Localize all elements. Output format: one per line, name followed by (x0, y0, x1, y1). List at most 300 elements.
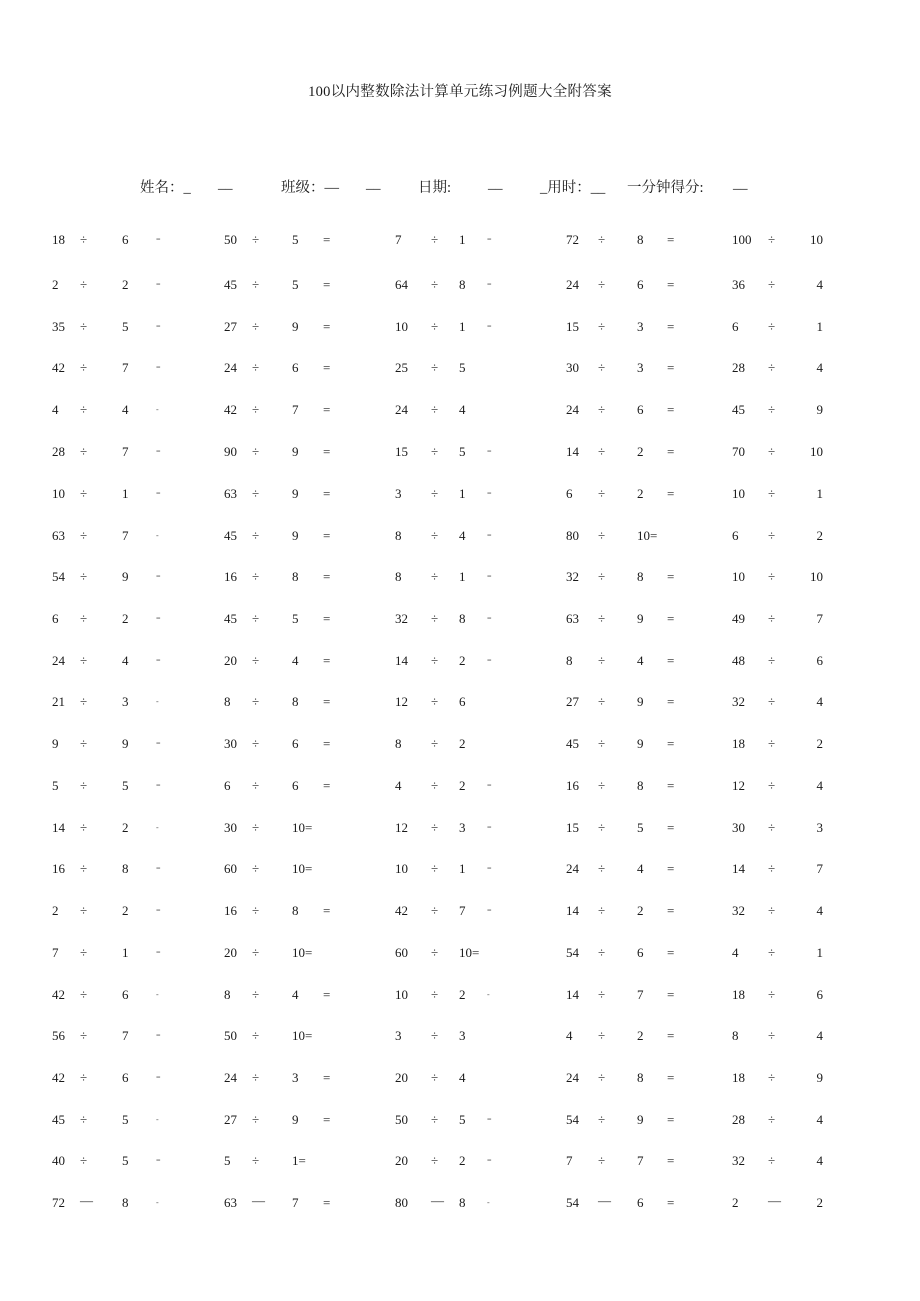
problem-equals-sign: = (323, 1070, 331, 1085)
problem-divisor: 2 (459, 736, 466, 751)
class-label: 班级：— (281, 180, 339, 196)
problem-row (0, 774, 920, 798)
problem-equals-sign: = (323, 1195, 331, 1210)
problem-equals-sign: = (156, 906, 161, 915)
problem-equals-sign: = (323, 569, 331, 584)
problem-dividend: 6 (732, 528, 739, 543)
problem-row (0, 1108, 920, 1132)
problem-dividend: 2 (52, 903, 59, 918)
problem-dividend: 36 (732, 277, 745, 292)
problem-equals-sign: = (667, 611, 675, 626)
problem-division-sign: ÷ (768, 444, 776, 459)
problem-divisor: 8 (637, 778, 644, 793)
problem-divisor: 1 (459, 861, 466, 876)
problem-dividend: 50 (395, 1112, 408, 1127)
problem-dividend: 16 (566, 778, 579, 793)
problem-row (0, 228, 920, 252)
problem-equals-sign: - (156, 531, 159, 540)
problem-equals-sign: = (323, 360, 331, 375)
problem-division-sign: ÷ (252, 1070, 260, 1085)
problem-divisor: 10 (810, 232, 823, 247)
problem-dividend: 54 (566, 1195, 579, 1210)
problem-division-sign: ÷ (80, 736, 88, 751)
problem-dividend: 20 (224, 945, 237, 960)
problem-division-sign: ÷ (768, 1153, 776, 1168)
problem-dividend: 28 (732, 360, 745, 375)
problem-divisor: 5 (459, 444, 466, 459)
problem-division-sign: ÷ (598, 232, 606, 247)
problem-dividend: 25 (395, 360, 408, 375)
problem-dividend: 32 (395, 611, 408, 626)
problem-dividend: 30 (224, 820, 237, 835)
problem-division-sign: ÷ (598, 611, 606, 626)
problem-divisor: 8 (459, 277, 466, 292)
score-blank: __ (733, 176, 748, 192)
problem-equals-sign: = (487, 906, 492, 915)
problem-dividend: 8 (395, 528, 402, 543)
problem-division-sign: ÷ (431, 569, 439, 584)
problem-division-sign: ÷ (598, 1028, 606, 1043)
problem-divisor: 1 (459, 486, 466, 501)
problem-divisor: 1= (292, 1153, 306, 1168)
problem-row (0, 482, 920, 506)
problem-dividend: 6 (732, 319, 739, 334)
problem-divisor: 5 (637, 820, 644, 835)
problem-divisor: 7 (637, 1153, 644, 1168)
problem-division-sign: ÷ (80, 444, 88, 459)
problem-divisor: 2 (122, 820, 129, 835)
problem-divisor: 7 (637, 987, 644, 1002)
problem-division-sign: ÷ (598, 528, 606, 543)
problem-division-sign: ÷ (598, 486, 606, 501)
problem-equals-sign: = (667, 1028, 675, 1043)
problem-equals-sign: - (156, 823, 159, 832)
problem-row (0, 440, 920, 464)
problem-equals-sign: = (667, 402, 675, 417)
problem-divisor: 4 (292, 653, 299, 668)
problem-equals-sign: = (667, 486, 675, 501)
problem-divisor: 4 (816, 1028, 823, 1043)
problem-division-sign: ÷ (252, 444, 260, 459)
problem-division-sign: — (431, 1193, 444, 1208)
problem-dividend: 63 (566, 611, 579, 626)
problem-equals-sign: = (667, 820, 675, 835)
problem-equals-sign: = (323, 528, 331, 543)
problem-division-sign: ÷ (598, 903, 606, 918)
problem-division-sign: ÷ (252, 569, 260, 584)
problem-divisor: 5 (122, 1153, 129, 1168)
student-info-line (0, 176, 920, 200)
problem-divisor: 4 (122, 653, 129, 668)
problem-dividend: 60 (224, 861, 237, 876)
problem-dividend: 20 (395, 1153, 408, 1168)
problem-division-sign: ÷ (80, 569, 88, 584)
problem-division-sign: ÷ (598, 319, 606, 334)
score-label: 一分钟得分: (627, 180, 704, 196)
problem-divisor: 6 (637, 402, 644, 417)
problem-dividend: 40 (52, 1153, 65, 1168)
problem-division-sign: ÷ (431, 903, 439, 918)
problem-row (0, 273, 920, 297)
problem-division-sign: ÷ (768, 820, 776, 835)
problem-division-sign: ÷ (80, 778, 88, 793)
problem-division-sign: ÷ (252, 861, 260, 876)
problem-division-sign: ÷ (431, 402, 439, 417)
problem-division-sign: ÷ (431, 277, 439, 292)
problem-dividend: 24 (224, 1070, 237, 1085)
date-label: 日期: (418, 180, 452, 196)
problem-division-sign: ÷ (80, 1028, 88, 1043)
problem-division-sign: ÷ (598, 402, 606, 417)
problem-divisor: 4 (637, 653, 644, 668)
problem-dividend: 27 (224, 1112, 237, 1127)
problem-dividend: 10 (52, 486, 65, 501)
problem-division-sign: ÷ (431, 486, 439, 501)
problem-division-sign: ÷ (598, 1112, 606, 1127)
problem-equals-sign: - (156, 697, 159, 706)
class-blank: __ (366, 176, 381, 192)
problem-divisor: 8 (292, 569, 299, 584)
problem-dividend: 9 (52, 736, 59, 751)
problem-row (0, 315, 920, 339)
problem-dividend: 32 (732, 694, 745, 709)
problem-divisor: 2 (637, 1028, 644, 1043)
problem-divisor: 4 (816, 360, 823, 375)
problem-division-sign: ÷ (431, 1112, 439, 1127)
problem-equals-sign: = (323, 903, 331, 918)
problem-divisor: 9 (816, 1070, 823, 1085)
problem-equals-sign: = (156, 739, 161, 748)
problem-division-sign: ÷ (768, 232, 776, 247)
problem-divisor: 6 (122, 987, 129, 1002)
problem-dividend: 8 (566, 653, 573, 668)
problem-dividend: 15 (566, 820, 579, 835)
problem-division-sign: ÷ (598, 1153, 606, 1168)
problem-division-sign: ÷ (768, 778, 776, 793)
problem-dividend: 54 (566, 945, 579, 960)
problem-equals-sign: - (156, 405, 159, 414)
problem-division-sign: ÷ (768, 611, 776, 626)
problem-dividend: 14 (566, 444, 579, 459)
problem-divisor: 6 (122, 232, 129, 247)
problem-row (0, 1191, 920, 1215)
problem-divisor: 6 (637, 277, 644, 292)
problem-divisor: 4 (459, 1070, 466, 1085)
problem-equals-sign: = (667, 736, 675, 751)
problem-equals-sign: = (323, 402, 331, 417)
problem-division-sign: ÷ (598, 820, 606, 835)
problem-dividend: 12 (732, 778, 745, 793)
problem-divisor: 8 (459, 611, 466, 626)
problem-divisor: 9 (816, 402, 823, 417)
problem-equals-sign: = (667, 945, 675, 960)
problem-equals-sign: = (487, 235, 492, 244)
time-label: _用时：__ (540, 180, 606, 196)
problem-equals-sign: = (487, 823, 492, 832)
problem-division-sign: ÷ (252, 528, 260, 543)
problem-divisor: 6 (292, 736, 299, 751)
problem-division-sign: ÷ (768, 945, 776, 960)
problem-division-sign: ÷ (768, 861, 776, 876)
problem-divisor: 2 (459, 1153, 466, 1168)
problem-division-sign: ÷ (80, 1153, 88, 1168)
problem-dividend: 24 (224, 360, 237, 375)
problem-division-sign: ÷ (768, 486, 776, 501)
problem-dividend: 3 (395, 1028, 402, 1043)
problem-divisor: 4 (816, 903, 823, 918)
problem-dividend: 30 (224, 736, 237, 751)
problem-equals-sign: = (667, 232, 675, 247)
problem-dividend: 30 (566, 360, 579, 375)
problem-dividend: 10 (395, 987, 408, 1002)
problem-dividend: 4 (395, 778, 402, 793)
problem-dividend: 35 (52, 319, 65, 334)
problem-equals-sign: = (667, 319, 675, 334)
problem-dividend: 100 (732, 232, 752, 247)
problem-division-sign: — (252, 1193, 265, 1208)
problem-row (0, 524, 920, 548)
problem-dividend: 15 (566, 319, 579, 334)
problem-equals-sign: = (667, 653, 675, 668)
problem-division-sign: ÷ (80, 611, 88, 626)
problem-division-sign: ÷ (598, 360, 606, 375)
problem-equals-sign: = (667, 360, 675, 375)
problem-equals-sign: = (487, 614, 492, 623)
problem-equals-sign: = (667, 1070, 675, 1085)
problem-equals-sign: - (156, 990, 159, 999)
problem-equals-sign: = (323, 987, 331, 1002)
problem-dividend: 45 (566, 736, 579, 751)
problem-divisor: 2 (816, 736, 823, 751)
problem-division-sign: ÷ (768, 528, 776, 543)
problem-division-sign: ÷ (598, 861, 606, 876)
problem-divisor: 5 (292, 611, 299, 626)
problem-dividend: 8 (395, 736, 402, 751)
problem-divisor: 4 (816, 1153, 823, 1168)
problem-division-sign: ÷ (80, 820, 88, 835)
problem-divisor: 9 (292, 1112, 299, 1127)
date-blank: __ (488, 176, 503, 192)
problem-dividend: 24 (566, 277, 579, 292)
problem-dividend: 12 (395, 820, 408, 835)
problem-divisor: 1 (816, 945, 823, 960)
problem-dividend: 18 (52, 232, 65, 247)
problem-dividend: 42 (52, 360, 65, 375)
problem-divisor: 10 (810, 444, 823, 459)
problem-division-sign: ÷ (252, 486, 260, 501)
problem-dividend: 24 (395, 402, 408, 417)
problem-row (0, 983, 920, 1007)
problem-division-sign: ÷ (768, 694, 776, 709)
problem-dividend: 45 (224, 277, 237, 292)
problem-dividend: 42 (52, 1070, 65, 1085)
problem-equals-sign: = (156, 489, 161, 498)
problem-dividend: 7 (52, 945, 59, 960)
problem-dividend: 45 (224, 528, 237, 543)
problem-divisor: 7 (459, 903, 466, 918)
problem-division-sign: ÷ (768, 1070, 776, 1085)
problem-divisor: 2 (122, 903, 129, 918)
problem-divisor: 4 (122, 402, 129, 417)
problem-division-sign: ÷ (252, 820, 260, 835)
problem-divisor: 7 (122, 528, 129, 543)
problem-equals-sign: = (487, 1115, 492, 1124)
problem-dividend: 14 (52, 820, 65, 835)
page-title: 100以内整数除法计算单元练习例题大全附答案 (308, 84, 612, 100)
problem-equals-sign: = (667, 1195, 675, 1210)
problem-division-sign: ÷ (768, 402, 776, 417)
problem-dividend: 32 (732, 903, 745, 918)
problem-division-sign: ÷ (252, 945, 260, 960)
problem-division-sign: ÷ (431, 694, 439, 709)
problem-division-sign: ÷ (598, 987, 606, 1002)
problem-equals-sign: - (487, 1198, 490, 1207)
problem-divisor: 1 (816, 319, 823, 334)
problem-divisor: 10= (292, 945, 313, 960)
problem-row (0, 649, 920, 673)
problem-equals-sign: = (156, 948, 161, 957)
problem-divisor: 10 (810, 569, 823, 584)
problem-divisor: 3 (292, 1070, 299, 1085)
problem-dividend: 64 (395, 277, 408, 292)
problem-dividend: 20 (224, 653, 237, 668)
problem-dividend: 27 (566, 694, 579, 709)
problem-divisor: 8 (637, 232, 644, 247)
problem-dividend: 45 (732, 402, 745, 417)
problem-division-sign: ÷ (768, 569, 776, 584)
problem-division-sign: ÷ (768, 736, 776, 751)
problem-division-sign: ÷ (252, 611, 260, 626)
problem-dividend: 4 (52, 402, 59, 417)
problem-equals-sign: = (156, 1031, 161, 1040)
problem-dividend: 4 (732, 945, 739, 960)
problem-division-sign: ÷ (431, 653, 439, 668)
problem-dividend: 80 (566, 528, 579, 543)
problem-dividend: 5 (224, 1153, 231, 1168)
problem-division-sign: ÷ (80, 945, 88, 960)
problem-divisor: 10= (459, 945, 480, 960)
problem-divisor: 9 (122, 569, 129, 584)
problem-division-sign: ÷ (252, 653, 260, 668)
problem-divisor: 2 (459, 987, 466, 1002)
problem-equals-sign: = (667, 1153, 675, 1168)
problem-dividend: 7 (566, 1153, 573, 1168)
problem-division-sign: ÷ (768, 1112, 776, 1127)
problem-divisor: 2 (637, 903, 644, 918)
problem-row (0, 398, 920, 422)
problem-equals-sign: = (323, 778, 331, 793)
problem-division-sign: ÷ (80, 1112, 88, 1127)
problem-divisor: 1 (459, 319, 466, 334)
problem-dividend: 28 (732, 1112, 745, 1127)
problem-divisor: 6 (459, 694, 466, 709)
problem-division-sign: ÷ (80, 277, 88, 292)
problem-divisor: 5 (122, 778, 129, 793)
problem-division-sign: ÷ (598, 778, 606, 793)
problem-divisor: 4 (292, 987, 299, 1002)
problem-divisor: 3 (459, 1028, 466, 1043)
problem-dividend: 18 (732, 1070, 745, 1085)
problem-dividend: 24 (566, 861, 579, 876)
problem-division-sign: ÷ (80, 653, 88, 668)
problem-dividend: 16 (224, 569, 237, 584)
problem-dividend: 4 (566, 1028, 573, 1043)
problem-division-sign: ÷ (598, 444, 606, 459)
problem-dividend: 48 (732, 653, 745, 668)
problem-equals-sign: = (323, 736, 331, 751)
problem-divisor: 5 (459, 360, 466, 375)
problem-equals-sign: = (667, 903, 675, 918)
problem-equals-sign: = (667, 444, 675, 459)
problem-equals-sign: = (487, 864, 492, 873)
problem-equals-sign: = (323, 653, 331, 668)
problem-division-sign: ÷ (768, 1028, 776, 1043)
problem-dividend: 24 (566, 1070, 579, 1085)
problem-divisor: 8 (122, 861, 129, 876)
problem-division-sign: ÷ (252, 1028, 260, 1043)
problem-division-sign: — (598, 1193, 611, 1208)
problem-dividend: 10 (395, 319, 408, 334)
problem-row (0, 899, 920, 923)
problem-equals-sign: = (487, 447, 492, 456)
problem-divisor: 4 (816, 778, 823, 793)
problem-equals-sign: = (156, 280, 161, 289)
problem-divisor: 2 (459, 653, 466, 668)
problem-division-sign: ÷ (80, 987, 88, 1002)
problem-dividend: 2 (52, 277, 59, 292)
problem-dividend: 72 (52, 1195, 65, 1210)
problem-divisor: 6 (816, 987, 823, 1002)
problem-equals-sign: = (323, 232, 331, 247)
problem-division-sign: ÷ (80, 486, 88, 501)
problem-dividend: 42 (224, 402, 237, 417)
problem-equals-sign: = (487, 322, 492, 331)
problem-division-sign: ÷ (431, 778, 439, 793)
problem-divisor: 2 (122, 277, 129, 292)
problem-divisor: 5 (459, 1112, 466, 1127)
problem-dividend: 30 (732, 820, 745, 835)
problem-divisor: 1 (122, 945, 129, 960)
problem-dividend: 8 (395, 569, 402, 584)
problem-dividend: 24 (52, 653, 65, 668)
problem-divisor: 9 (637, 694, 644, 709)
problem-dividend: 16 (224, 903, 237, 918)
problem-divisor: 5 (292, 277, 299, 292)
problem-divisor: 1 (459, 232, 466, 247)
problem-equals-sign: = (156, 322, 161, 331)
problem-division-sign: ÷ (431, 861, 439, 876)
problem-division-sign: ÷ (431, 232, 439, 247)
problem-equals-sign: - (156, 1198, 159, 1207)
problem-division-sign: ÷ (80, 402, 88, 417)
problem-dividend: 18 (732, 987, 745, 1002)
problem-equals-sign: = (487, 656, 492, 665)
problem-divisor: 10= (292, 861, 313, 876)
problem-dividend: 8 (732, 1028, 739, 1043)
problem-division-sign: ÷ (431, 736, 439, 751)
problem-division-sign: ÷ (252, 694, 260, 709)
problem-row (0, 690, 920, 714)
problem-equals-sign: = (487, 1156, 492, 1165)
problem-dividend: 12 (395, 694, 408, 709)
problem-division-sign: ÷ (768, 319, 776, 334)
problem-divisor: 4 (459, 402, 466, 417)
problem-divisor: 6 (292, 778, 299, 793)
problem-divisor: 3 (816, 820, 823, 835)
problem-division-sign: ÷ (252, 402, 260, 417)
problem-dividend: 63 (52, 528, 65, 543)
problem-division-sign: ÷ (598, 945, 606, 960)
